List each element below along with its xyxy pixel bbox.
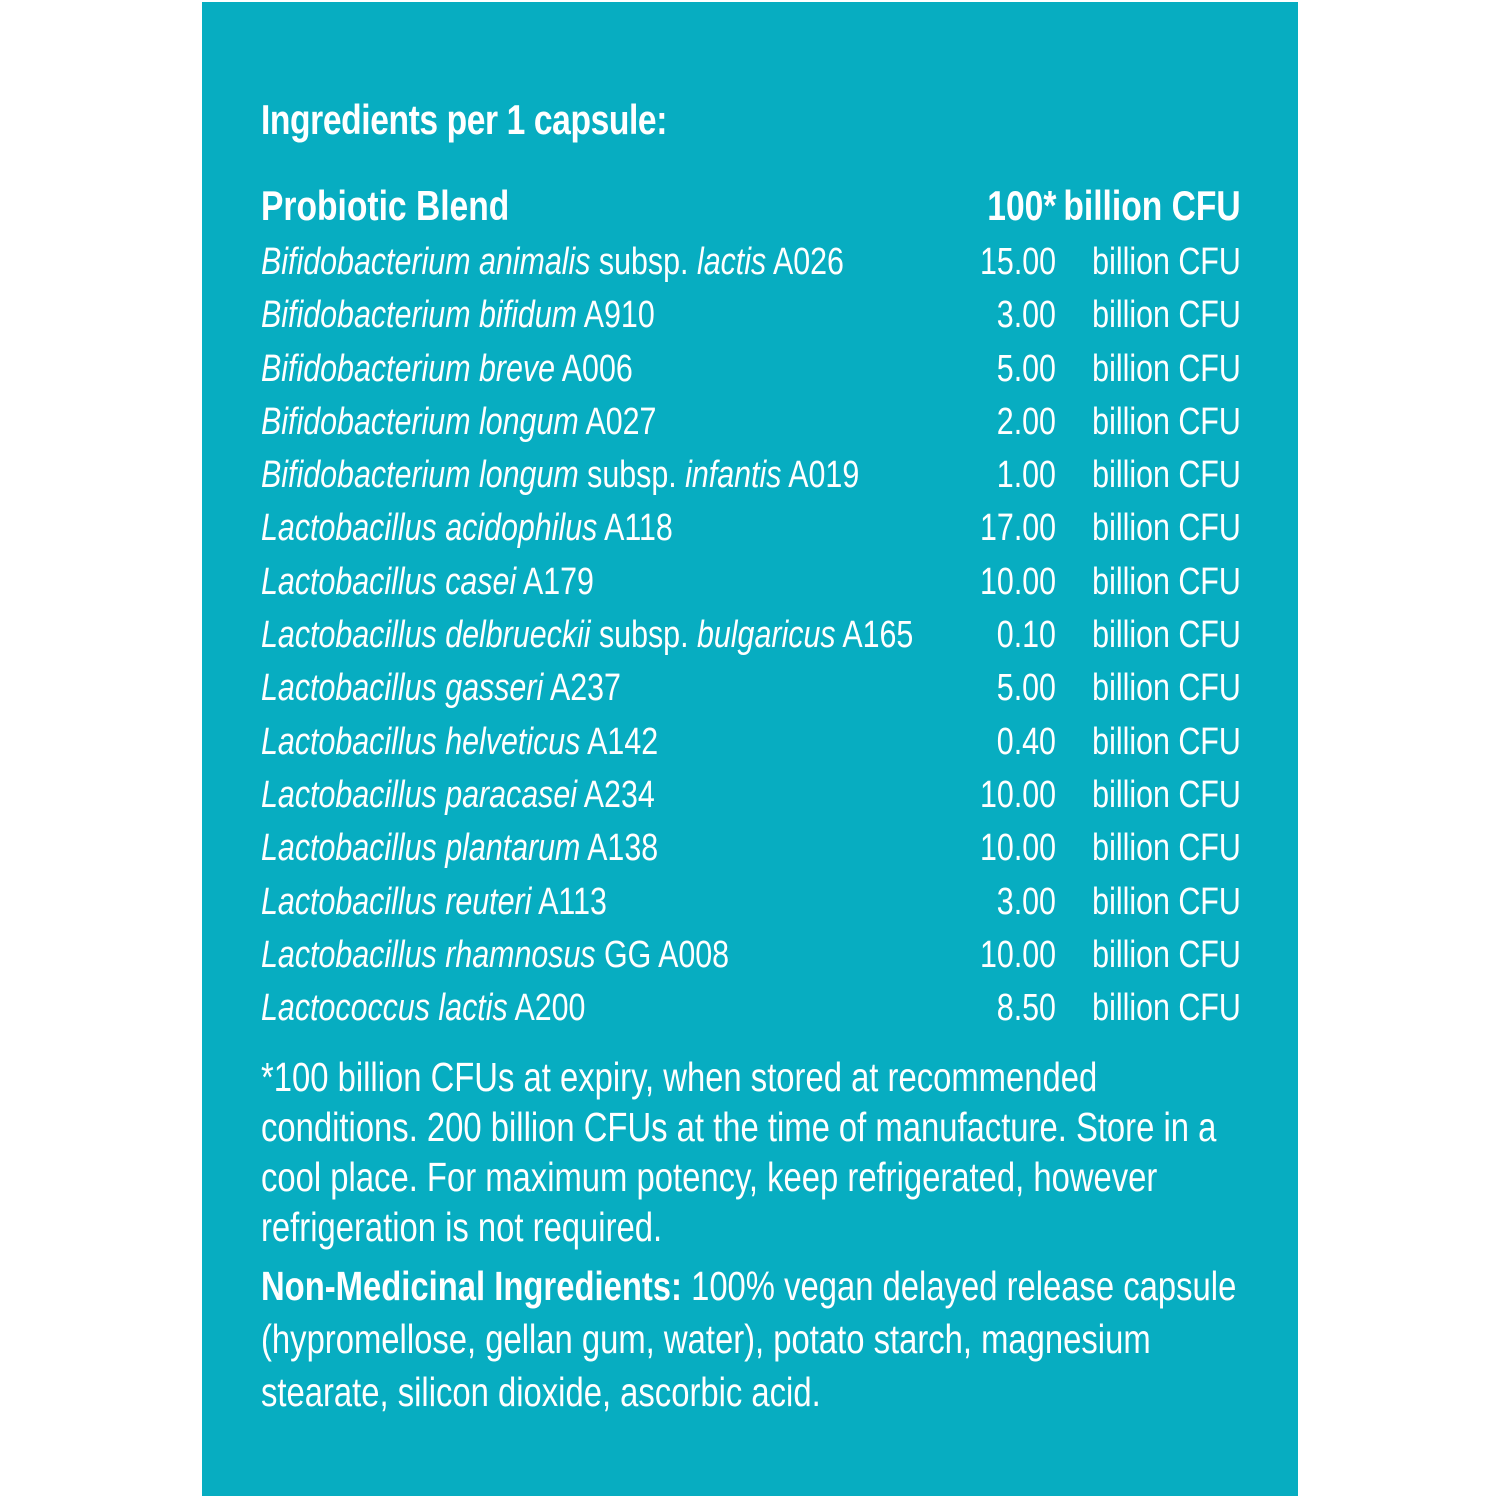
species-name: Bifidobacterium bifidum: [261, 294, 577, 337]
ingredient-unit: billion CFU: [1092, 347, 1241, 390]
footnote-line: *100 billion CFUs at expiry, when stored at recommended: [261, 1054, 1098, 1100]
ingredient-name: [261, 291, 655, 339]
species-name: Lactobacillus reuteri: [261, 880, 532, 923]
ingredient-unit: billion CFU: [1092, 933, 1241, 976]
ingredient-row: [261, 984, 1241, 1037]
ingredient-row: [261, 718, 1241, 771]
blend-name: Probiotic Blend: [261, 182, 510, 229]
strain-text: A006: [555, 347, 633, 390]
species-name: Lactobacillus acidophilus: [261, 507, 598, 550]
ingredient-name: [261, 824, 658, 872]
ingredient-name: [261, 984, 585, 1032]
ingredient-amount: 17.00: [979, 507, 1056, 550]
non-medicinal-text: stearate, silicon dioxide, ascorbic acid.: [261, 1369, 821, 1415]
ingredient-amount: 0.10: [996, 614, 1056, 657]
ingredient-amount: 10.00: [979, 560, 1056, 603]
ingredient-row: [261, 878, 1241, 931]
ingredient-amount: 10.00: [979, 827, 1056, 870]
ingredient-amount: 2.00: [996, 400, 1056, 443]
ingredient-amount: 10.00: [979, 773, 1056, 816]
strain-text: A142: [580, 720, 659, 763]
ingredient-amount: 3.00: [996, 880, 1056, 923]
ingredient-name: [261, 238, 844, 286]
ingredient-amount: 15.00: [979, 241, 1056, 283]
ingredient-name: [261, 718, 658, 766]
species-name: Lactobacillus gasseri: [261, 667, 544, 710]
ingredient-row: [261, 664, 1241, 717]
ingredient-row: [261, 558, 1241, 611]
ingredient-amount: 10.00: [979, 933, 1056, 976]
strain-text: A118: [597, 507, 673, 550]
strain-text: A138: [580, 827, 659, 870]
ingredient-row: [261, 931, 1241, 984]
ingredient-row: [261, 238, 1241, 291]
species-name: Lactobacillus casei: [261, 560, 517, 603]
ingredient-row: [261, 451, 1241, 504]
species-name: lactis: [696, 241, 767, 283]
strain-text: A113: [531, 880, 607, 923]
footnote-line: refrigeration is not required.: [261, 1204, 663, 1250]
non-medicinal-text: 100% vegan delayed release capsule: [681, 1263, 1237, 1309]
ingredient-name: [261, 931, 729, 979]
ingredient-unit: billion CFU: [1092, 827, 1241, 870]
strain-text: A026: [766, 241, 844, 283]
strain-text: A027: [578, 400, 657, 443]
ingredient-row: [261, 398, 1241, 451]
ingredient-amount: 8.50: [996, 987, 1056, 1030]
non-medicinal-label: Non-Medicinal Ingredients:: [261, 1263, 682, 1309]
ingredient-unit: billion CFU: [1092, 241, 1241, 283]
ingredient-unit: billion CFU: [1092, 294, 1241, 337]
ingredient-unit: billion CFU: [1092, 454, 1241, 497]
species-name: Bifidobacterium animalis: [261, 241, 591, 283]
strain-text: A019: [781, 454, 860, 497]
species-name: Lactobacillus paracasei: [261, 773, 578, 816]
ingredient-unit: billion CFU: [1092, 773, 1241, 816]
ingredient-unit: billion CFU: [1092, 614, 1241, 657]
ingredient-amount: 1.00: [996, 454, 1056, 497]
ingredient-row: [261, 291, 1241, 344]
ingredient-row: [261, 345, 1241, 398]
strain-text: A165: [835, 614, 914, 657]
strain-text: A237: [543, 667, 621, 710]
ingredient-amount: 5.00: [996, 667, 1056, 710]
ingredient-unit: billion CFU: [1092, 720, 1241, 763]
ingredient-name: [261, 878, 607, 926]
ingredient-name: [261, 345, 633, 393]
ingredient-unit: billion CFU: [1092, 400, 1241, 443]
species-name: Lactococcus lactis: [261, 987, 508, 1030]
ingredient-name: [261, 771, 655, 819]
strain-text: A910: [576, 294, 655, 337]
ingredient-unit: billion CFU: [1092, 560, 1241, 603]
strain-text: subsp.: [590, 614, 697, 657]
ingredient-unit: billion CFU: [1092, 987, 1241, 1030]
species-name: Bifidobacterium longum: [261, 454, 579, 497]
footnote-line: conditions. 200 billion CFUs at the time of manufacture. Store in a: [261, 1104, 1217, 1150]
strain-text: GG A008: [595, 933, 730, 976]
species-name: infantis: [685, 454, 782, 497]
species-name: Bifidobacterium breve: [261, 347, 556, 390]
species-name: Lactobacillus plantarum: [261, 827, 581, 870]
species-name: Lactobacillus helveticus: [261, 720, 581, 763]
ingredient-name: [261, 451, 859, 499]
non-medicinal-text: (hypromellose, gellan gum, water), potato starch, magnesium: [261, 1316, 1151, 1362]
ingredients-panel: [202, 2, 1298, 1496]
non-medicinal-ingredients: [261, 1260, 1261, 1419]
ingredient-name: [261, 558, 594, 606]
ingredient-unit: billion CFU: [1092, 667, 1241, 710]
ingredients-title: Ingredients per 1 capsule:: [261, 96, 667, 143]
ingredient-name: [261, 664, 621, 712]
footnote-line: cool place. For maximum potency, keep refrigerated, however: [261, 1154, 1158, 1200]
ingredient-name: [261, 611, 913, 659]
species-name: bulgaricus: [696, 614, 836, 657]
ingredient-amount: 0.40: [996, 720, 1056, 763]
ingredient-unit: billion CFU: [1092, 507, 1241, 550]
ingredient-amount: 3.00: [996, 294, 1056, 337]
ingredient-row: [261, 824, 1241, 877]
ingredient-name: [261, 398, 656, 446]
strain-text: A200: [507, 987, 586, 1030]
strain-text: subsp.: [590, 241, 697, 283]
species-name: Lactobacillus delbrueckii: [261, 614, 591, 657]
strain-text: A234: [577, 773, 655, 816]
ingredient-unit: billion CFU: [1092, 880, 1241, 923]
blend-unit: billion CFU: [1063, 182, 1241, 229]
ingredient-amount: 5.00: [996, 347, 1056, 390]
blend-amount: 100*: [986, 182, 1056, 229]
species-name: Lactobacillus rhamnosus: [261, 933, 596, 976]
ingredient-name: [261, 504, 673, 552]
ingredient-row: [261, 504, 1241, 557]
footnote: [261, 1052, 1261, 1252]
blend-header-row: [261, 184, 1241, 232]
ingredient-list: [261, 238, 1241, 1037]
strain-text: subsp.: [578, 454, 686, 497]
ingredient-row: [261, 771, 1241, 824]
species-name: Bifidobacterium longum: [261, 400, 579, 443]
ingredient-row: [261, 611, 1241, 664]
strain-text: A179: [516, 560, 594, 603]
